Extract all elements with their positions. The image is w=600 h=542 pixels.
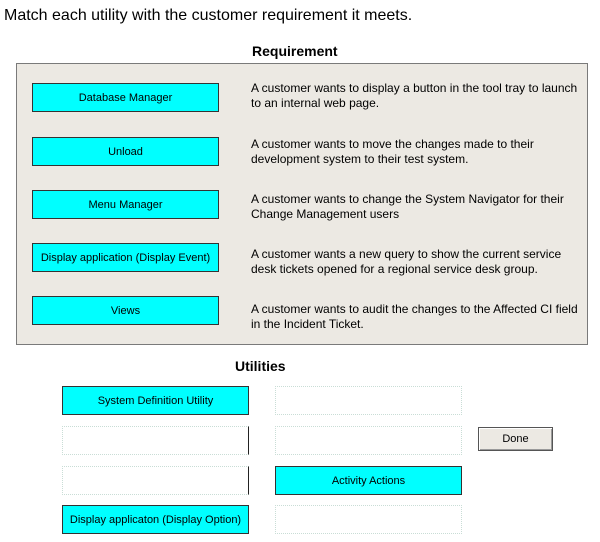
utility-empty-slot [275, 505, 462, 534]
requirement-text-3: A customer wants to change the System Navigator for their Change Management users [251, 192, 564, 221]
requirement-slot-2[interactable]: Unload [32, 137, 219, 166]
requirement-slot-3[interactable]: Menu Manager [32, 190, 219, 219]
requirement-text-2: A customer wants to move the changes made to their development system to their test system. [251, 137, 534, 166]
requirement-text-1: A customer wants to display a button in the tool tray to launch to an internal web page. [251, 81, 578, 110]
utilities-heading: Utilities [235, 358, 286, 374]
utility-empty-slot [275, 426, 462, 455]
requirement-panel [16, 63, 588, 345]
instruction-text: Match each utility with the customer requirement it meets. [4, 7, 413, 24]
requirement-slot-4[interactable]: Display application (Display Event) [32, 243, 219, 272]
utility-empty-slot [275, 386, 462, 415]
utility-system-definition[interactable]: System Definition Utility [62, 386, 249, 415]
utility-empty-slot [62, 466, 249, 495]
done-button[interactable]: Done [478, 427, 553, 451]
requirement-text-5: A customer wants to audit the changes to the Affected CI field in the Incident Ticket. [251, 302, 578, 331]
utility-display-application[interactable]: Display applicaton (Display Option) [62, 505, 249, 534]
requirement-heading: Requirement [252, 43, 338, 59]
requirement-slot-1[interactable]: Database Manager [32, 83, 219, 112]
utility-activity-actions[interactable]: Activity Actions [275, 466, 462, 495]
requirement-text-4: A customer wants a new query to show the current service desk tickets opened for a regional service desk group. [251, 247, 562, 276]
utility-empty-slot [62, 426, 249, 455]
requirement-slot-5[interactable]: Views [32, 296, 219, 325]
